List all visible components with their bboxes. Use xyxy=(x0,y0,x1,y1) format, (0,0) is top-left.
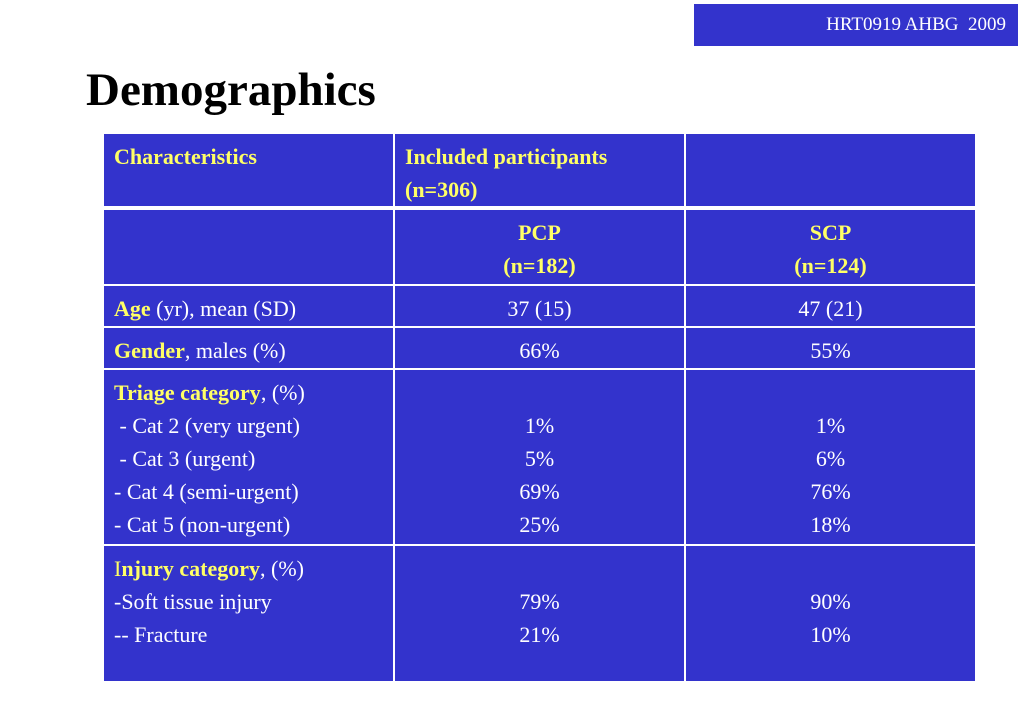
triage-scp-value: 76% xyxy=(810,479,851,504)
triage-scp-value: 1% xyxy=(815,413,846,438)
age-label xyxy=(103,285,394,327)
table-row xyxy=(103,545,976,682)
pcp-heading: PCP xyxy=(518,220,561,245)
injury-scp-value: 10% xyxy=(810,622,851,647)
injury-label xyxy=(103,545,394,682)
triage-scp xyxy=(685,369,976,545)
triage-label xyxy=(103,369,394,545)
injury-item-label: -Soft tissue injury xyxy=(114,589,272,614)
triage-item-label: - Cat 2 (very urgent) xyxy=(114,413,300,438)
table-row xyxy=(103,285,976,327)
page-title: Demographics xyxy=(86,64,376,116)
gender-scp: 55% xyxy=(685,327,976,369)
triage-item-label: - Cat 4 (semi-urgent) xyxy=(114,479,299,504)
included-heading: Included participants xyxy=(405,144,608,169)
gender-label-rest: , males (%) xyxy=(184,338,286,363)
table-row xyxy=(103,133,976,208)
triage-scp-value: 18% xyxy=(810,512,851,537)
gender-label-bold: Gender xyxy=(114,338,185,363)
triage-item-label: - Cat 3 (urgent) xyxy=(114,446,256,471)
injury-item-label: -- Fracture xyxy=(114,622,208,647)
demographics-table xyxy=(102,132,977,683)
injury-pcp xyxy=(394,545,685,682)
triage-scp-value: 6% xyxy=(815,446,846,471)
characteristics-heading: Characteristics xyxy=(114,144,257,169)
header-empty xyxy=(685,133,976,208)
injury-scp xyxy=(685,545,976,682)
triage-pcp-value: 1% xyxy=(524,413,555,438)
triage-pcp-value: 5% xyxy=(524,446,555,471)
scp-heading: SCP xyxy=(809,220,852,245)
injury-label-bold: njury category xyxy=(121,556,261,581)
triage-label-bold: Triage category xyxy=(114,380,261,405)
triage-pcp xyxy=(394,369,685,545)
pcp-count: (n=182) xyxy=(503,253,576,278)
included-count: (n=306) xyxy=(405,177,478,202)
table-row xyxy=(103,208,976,285)
injury-pcp-value: 79% xyxy=(519,589,560,614)
injury-label-first: I xyxy=(114,556,122,581)
injury-label-rest: , (%) xyxy=(260,556,304,581)
table-row xyxy=(103,327,976,369)
slide-tag: HRT0919 AHBG 2009 xyxy=(694,4,1018,46)
group-pcp xyxy=(394,208,685,285)
header-characteristics xyxy=(103,133,394,208)
gender-pcp: 66% xyxy=(394,327,685,369)
age-pcp: 37 (15) xyxy=(394,285,685,327)
age-scp: 47 (21) xyxy=(685,285,976,327)
injury-scp-value: 90% xyxy=(810,589,851,614)
triage-label-rest: , (%) xyxy=(260,380,305,405)
triage-item-label: - Cat 5 (non-urgent) xyxy=(114,512,291,537)
age-label-bold: Age xyxy=(114,296,151,321)
triage-pcp-value: 69% xyxy=(519,479,560,504)
gender-label xyxy=(103,327,394,369)
group-scp xyxy=(685,208,976,285)
header-included xyxy=(394,133,685,208)
table-row xyxy=(103,369,976,545)
age-label-rest: (yr), mean (SD) xyxy=(150,296,297,321)
group-empty xyxy=(103,208,394,285)
triage-pcp-value: 25% xyxy=(519,512,560,537)
scp-count: (n=124) xyxy=(794,253,867,278)
injury-pcp-value: 21% xyxy=(519,622,560,647)
